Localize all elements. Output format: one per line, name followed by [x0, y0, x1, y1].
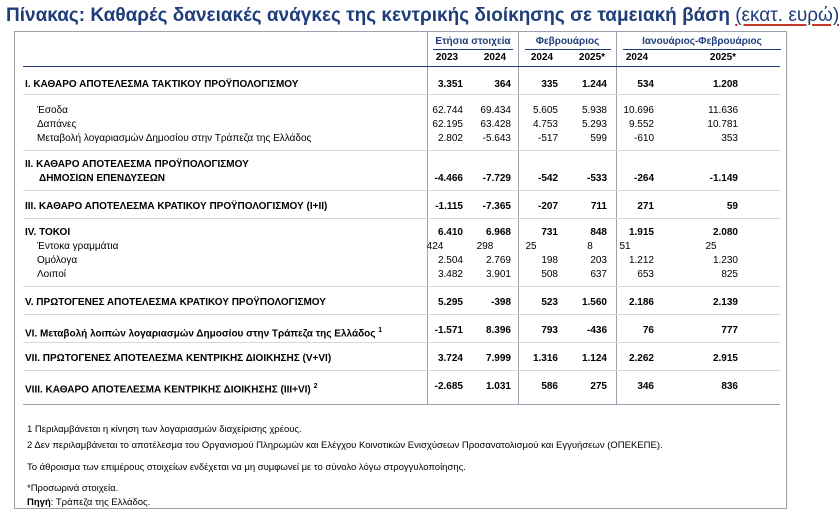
cell-value: 836 — [721, 381, 738, 392]
table-row — [15, 200, 788, 213]
table-row — [15, 132, 788, 145]
cell-value: 848 — [590, 227, 607, 238]
cell-value: 1.031 — [485, 381, 511, 392]
cell-value: 2.504 — [437, 255, 463, 266]
cell-value: 346 — [637, 381, 654, 392]
table-row — [15, 240, 788, 253]
row-label: Μεταβολή λογαριασμών Δημοσίου στην Τράπεζα της Ελλάδος — [37, 133, 312, 144]
header-underline — [525, 49, 611, 50]
footnote-marker: 1 — [378, 327, 383, 334]
cell-value: 198 — [541, 255, 558, 266]
cell-value: 62.744 — [432, 105, 463, 116]
cell-value: 424 — [426, 241, 444, 252]
cell-value: 6.968 — [485, 227, 511, 238]
year-header: 2024 — [625, 52, 649, 63]
cell-value: 3.482 — [437, 269, 463, 280]
row-label-text: VIII. ΚΑΘΑΡΟ ΑΠΟΤΕΛΕΣΜΑ ΚΕΝΤΡΙΚΗΣ ΔΙΟΙΚΗΣΗΣ (III+VI) — [25, 384, 311, 396]
cell-value: 69.434 — [480, 105, 511, 116]
year-header: 2024 — [483, 52, 507, 63]
cell-value: 2.080 — [712, 227, 738, 238]
cell-value: 711 — [590, 201, 607, 212]
row-separator — [23, 342, 780, 343]
cell-value: -542 — [537, 173, 558, 184]
table-bottom-border — [23, 404, 780, 405]
row-label: III. ΚΑΘΑΡΟ ΑΠΟΤΕΛΕΣΜΑ ΚΡΑΤΙΚΟΥ ΠΡΟΫΠΟΛΟΓΙΣΜΟΥ (I+II) — [25, 201, 328, 212]
row-separator — [23, 94, 780, 95]
rounding-note: Το άθροισμα των επιμέρους στοιχείων ενδέχεται να μη συμφωνεί με το σύνολο λόγω στρογγυλοποίησης. — [27, 462, 466, 473]
cell-value: 63.428 — [480, 119, 511, 130]
row-separator — [23, 314, 780, 315]
table-row — [15, 118, 788, 131]
cell-value: 2.139 — [712, 297, 738, 308]
cell-value: 586 — [541, 381, 558, 392]
row-label — [25, 380, 317, 396]
cell-value: 5.293 — [581, 119, 607, 130]
row-separator — [23, 370, 780, 371]
cell-value: 335 — [541, 79, 558, 90]
footnote-marker: 2 — [313, 383, 318, 390]
row-label-text: VI. Μεταβολή λοιπών λογαριασμών Δημοσίου στην Τράπεζα της Ελλάδος — [25, 328, 376, 340]
cell-value: -2.685 — [434, 381, 463, 392]
row-separator — [23, 218, 780, 219]
cell-value: 10.696 — [623, 105, 654, 116]
cell-value: 534 — [637, 79, 654, 90]
cell-value: 2.802 — [437, 133, 463, 144]
cell-value: 523 — [541, 297, 558, 308]
table-row — [15, 268, 788, 281]
row-label: I. ΚΑΘΑΡΟ ΑΠΟΤΕΛΕΣΜΑ ΤΑΚΤΙΚΟΥ ΠΡΟΫΠΟΛΟΓΙΣΜΟΥ — [25, 79, 299, 90]
row-label: II. ΚΑΘΑΡΟ ΑΠΟΤΕΛΕΣΜΑ ΠΡΟΫΠΟΛΟΓΙΣΜΟΥ — [25, 159, 249, 170]
cell-value: 2.769 — [485, 255, 511, 266]
header-underline — [433, 49, 513, 50]
cell-value: 653 — [637, 269, 654, 280]
row-label: Λοιποί — [37, 269, 67, 280]
cell-value: 4.753 — [532, 119, 558, 130]
cell-value: 1.560 — [581, 297, 607, 308]
cell-value: -610 — [633, 133, 654, 144]
cell-value: 364 — [494, 79, 511, 90]
cell-value: 1.316 — [532, 353, 558, 364]
cell-value: 59 — [726, 201, 738, 212]
header-jan-feb: Ιανουάριος-Φεβρουάριος — [642, 36, 762, 47]
cell-value: 6.410 — [437, 227, 463, 238]
row-label: V. ΠΡΩΤΟΓΕΝΕΣ ΑΠΟΤΕΛΕΣΜΑ ΚΡΑΤΙΚΟΥ ΠΡΟΫΠΟΛΟΓΙΣΜΟΥ — [25, 297, 326, 308]
cell-value: 825 — [721, 269, 738, 280]
row-label: Ομόλογα — [37, 255, 78, 266]
cell-value: 637 — [590, 269, 607, 280]
header-underline — [623, 49, 781, 50]
cell-value: -5.643 — [482, 133, 511, 144]
cell-value: 62.195 — [432, 119, 463, 130]
cell-value: 1.244 — [581, 79, 607, 90]
table-row — [15, 352, 788, 365]
year-header: 2023 — [435, 52, 459, 63]
cell-value: 508 — [541, 269, 558, 280]
row-separator — [23, 286, 780, 287]
cell-value: 7.999 — [485, 353, 511, 364]
source-label: Πηγή — [27, 497, 51, 508]
cell-value: 1.208 — [712, 79, 738, 90]
cell-value: -264 — [633, 173, 654, 184]
row-separator — [23, 190, 780, 191]
table-row — [15, 158, 788, 171]
year-header: 2025* — [578, 52, 606, 63]
title-unit: (εκατ. ευρώ) — [735, 5, 839, 26]
cell-value: -533 — [586, 173, 607, 184]
cell-value: 8.396 — [485, 325, 511, 336]
table-frame — [14, 31, 787, 509]
row-label: Δαπάνες — [37, 119, 77, 130]
cell-value: -7.729 — [482, 173, 511, 184]
cell-value: 10.781 — [707, 119, 738, 130]
cell-value: 3.901 — [485, 269, 511, 280]
cell-value: 11.636 — [708, 105, 738, 116]
cell-value: 1.230 — [712, 255, 738, 266]
cell-value: 3.724 — [437, 353, 463, 364]
cell-value: -436 — [586, 325, 607, 336]
cell-value: -517 — [537, 133, 558, 144]
cell-value: 5.938 — [581, 105, 607, 116]
cell-value: 298 — [476, 241, 494, 252]
cell-value: 1.124 — [581, 353, 607, 364]
cell-value: -1.115 — [435, 201, 463, 212]
cell-value: 777 — [721, 325, 738, 336]
cell-value: -1.571 — [434, 325, 463, 336]
row-label: IV. ΤΟΚΟΙ — [25, 227, 71, 238]
row-label: VII. ΠΡΩΤΟΓΕΝΕΣ ΑΠΟΤΕΛΕΣΜΑ ΚΕΝΤΡΙΚΗΣ ΔΙΟΙΚΗΣΗΣ (V+VI) — [25, 353, 332, 364]
row-separator — [23, 150, 780, 151]
cell-value: 793 — [541, 325, 558, 336]
year-header: 2024 — [530, 52, 554, 63]
cell-value: 3.351 — [437, 79, 463, 90]
cell-value: 731 — [541, 227, 558, 238]
row-label-continued: ΔΗΜΟΣΙΩΝ ΕΠΕΝΔΥΣΕΩΝ — [39, 173, 165, 184]
table-row — [15, 172, 788, 185]
row-label: Έντοκα γραμμάτια — [37, 241, 119, 252]
cell-value: 76 — [642, 325, 654, 336]
footnote-1: 1 Περιλαμβάνεται η κίνηση των λογαριασμών διαχείρισης χρέους. — [27, 424, 302, 435]
cell-value: 203 — [590, 255, 607, 266]
table-row — [15, 104, 788, 117]
header-annual: Ετήσια στοιχεία — [435, 36, 511, 47]
cell-value: 599 — [590, 133, 607, 144]
table-row — [15, 226, 788, 239]
title-main: Πίνακας: Καθαρές δανειακές ανάγκες της κεντρικής διοίκησης σε ταμειακή βάση — [6, 5, 730, 26]
provisional-note: *Προσωρινά στοιχεία. — [27, 483, 119, 494]
cell-value: 2.915 — [712, 353, 738, 364]
row-label: Έσοδα — [37, 105, 68, 116]
cell-value: 25 — [525, 241, 537, 252]
cell-value: 1.915 — [628, 227, 654, 238]
cell-value: 275 — [590, 381, 607, 392]
source-text: : Τράπεζα της Ελλάδος. — [50, 497, 151, 508]
cell-value: 9.552 — [628, 119, 654, 130]
footnote-2: 2 Δεν περιλαμβάνεται το αποτέλεσμα του Οργανισμού Πληρωμών και Ελέγχου Κοινοτικών Ενισχύσεων Προσανατολισμού και Εγγυήσεων (ΟΠΕΚΕΠΕ). — [27, 440, 663, 451]
table-title — [6, 2, 839, 30]
table-row — [15, 254, 788, 267]
table-row — [15, 380, 788, 396]
table-row — [15, 324, 788, 340]
table-row — [15, 296, 788, 309]
cell-value: 2.186 — [628, 297, 654, 308]
cell-value: 5.295 — [437, 297, 463, 308]
cell-value: -1.149 — [709, 173, 738, 184]
header-separator — [23, 66, 780, 67]
cell-value: 1.212 — [628, 255, 654, 266]
table-row — [15, 78, 788, 91]
cell-value: 51 — [619, 241, 631, 252]
cell-value: 5.605 — [532, 105, 558, 116]
header-february: Φεβρουάριος — [535, 36, 600, 47]
cell-value: 2.262 — [628, 353, 654, 364]
cell-value: 8 — [587, 241, 593, 252]
cell-value: -207 — [537, 201, 558, 212]
cell-value: -398 — [490, 297, 511, 308]
cell-value: 353 — [721, 133, 738, 144]
row-label — [25, 324, 382, 340]
cell-value: 25 — [705, 241, 717, 252]
cell-value: 271 — [637, 201, 654, 212]
year-header: 2025* — [709, 52, 737, 63]
cell-value: -7.365 — [482, 201, 511, 212]
source-note — [27, 497, 150, 508]
cell-value: -4.466 — [434, 173, 463, 184]
